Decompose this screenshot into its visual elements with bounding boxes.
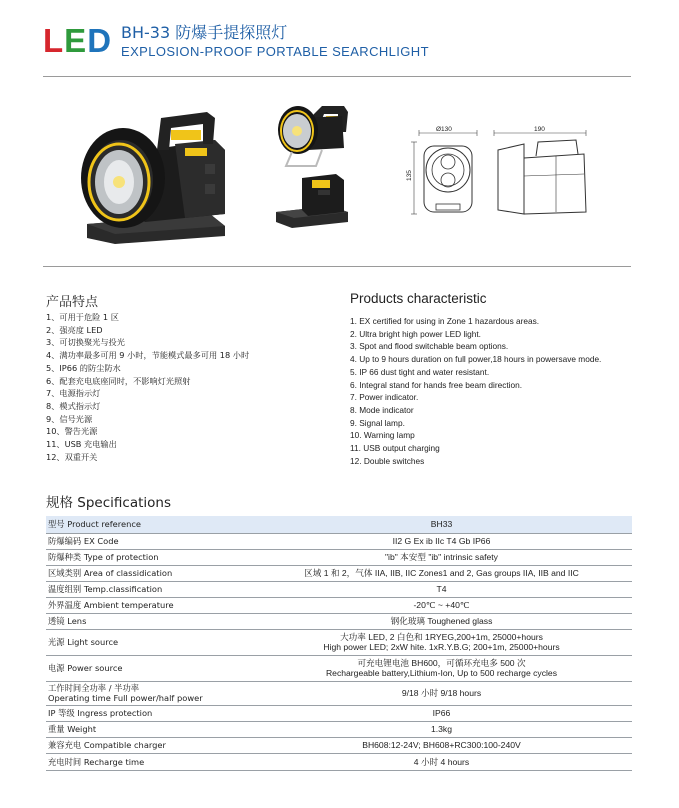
table-row xyxy=(46,613,632,629)
spec-value-line: Rechargeable battery,Lithium-Ion, Up to 500 recharge cycles xyxy=(325,668,558,678)
list-item: 10. Warning lamp xyxy=(350,430,415,441)
spec-value-line: 大功率 LED, 2 白色和 1RYEG,200+1m, 25000+hours xyxy=(340,632,543,642)
spec-label: 防爆种类 Type of protection xyxy=(46,549,249,565)
spec-label: 型号 Product reference xyxy=(46,516,249,533)
list-item: 10、警告光源 xyxy=(46,426,98,437)
list-item: 11. USB output charging xyxy=(350,443,440,454)
table-row xyxy=(46,705,632,721)
spec-label-line: 工作时间全功率 / 半功率 xyxy=(48,683,140,693)
product-title-en: EXPLOSION-PROOF PORTABLE SEARCHLIGHT xyxy=(121,44,429,59)
spec-value: -20℃ ~ +40℃ xyxy=(249,597,632,613)
specifications-table xyxy=(46,516,632,771)
features-list-cn xyxy=(46,311,249,463)
spec-label: 电源 Power source xyxy=(46,655,249,681)
table-row xyxy=(46,721,632,737)
list-item: 7. Power indicator. xyxy=(350,392,419,403)
spec-label: 重量 Weight xyxy=(46,721,249,737)
dim-height-label: 135 xyxy=(406,170,413,181)
table-row xyxy=(46,753,632,770)
spec-value: 9/18 小时 9/18 hours xyxy=(249,681,632,705)
list-item: 9、信号光源 xyxy=(46,413,93,424)
list-item: 6. Integral stand for hands free beam direction. xyxy=(350,379,523,390)
table-row xyxy=(46,549,632,565)
list-item: 4、满功率最多可用 9 小时，节能模式最多可用 18 小时 xyxy=(46,350,250,361)
spec-value xyxy=(249,629,632,655)
list-item: 11、USB 充电输出 xyxy=(46,439,117,450)
spec-value: 1.3kg xyxy=(249,721,632,737)
header-divider xyxy=(43,76,631,77)
searchlight-photo-stand xyxy=(272,102,352,170)
list-item: 1. EX certified for using in Zone 1 hazardous areas. xyxy=(350,316,540,326)
features-heading-cn: 产品特点 xyxy=(46,295,99,310)
searchlight-charger-photo xyxy=(272,172,352,230)
table-row xyxy=(46,597,632,613)
list-item: 6、配套充电底座同时，不影响灯光照射 xyxy=(46,375,191,386)
spec-value: BH33 xyxy=(249,516,632,533)
table-row xyxy=(46,681,632,705)
spec-value: IP66 xyxy=(249,705,632,721)
specifications-heading: 规格 Specifications xyxy=(46,495,172,511)
spec-label: IP 等级 Ingress protection xyxy=(46,705,249,721)
spec-value-line: High power LED; 2xW hite. 1xR.Y.B.G; 200+1m, 25000+hours xyxy=(323,642,560,652)
features-heading-en: Products characteristic xyxy=(350,291,487,306)
list-item: 8、模式指示灯 xyxy=(46,400,101,411)
spec-label: 透镜 Lens xyxy=(46,613,249,629)
product-title-cn: BH-33 防爆手提探照灯 xyxy=(121,23,288,42)
list-item: 4. Up to 9 hours duration on full power,18 hours in powersave mode. xyxy=(350,354,602,365)
spec-value xyxy=(249,655,632,681)
spec-label: 外界温度 Ambient temperature xyxy=(46,597,249,613)
spec-value: "ib" 本安型 "ib" intrinsic safety xyxy=(249,549,632,565)
led-logo xyxy=(43,24,111,58)
spec-value: 钢化玻璃 Toughened glass xyxy=(249,613,632,629)
spec-label: 光源 Light source xyxy=(46,629,249,655)
list-item: 2、强亮度 LED xyxy=(46,324,103,335)
section-divider xyxy=(43,266,631,267)
searchlight-photo-front xyxy=(75,104,237,250)
table-row xyxy=(46,737,632,753)
spec-value: 区域 1 和 2，气体 IIA, IIB, IIC Zones1 and 2, Gas groups IIA, IIB and IIC xyxy=(249,565,632,581)
spec-label: 防爆编码 EX Code xyxy=(46,533,249,549)
list-item: 5. IP 66 dust tight and water resistant. xyxy=(350,366,490,377)
logo-letter-e: E xyxy=(64,22,87,59)
list-item: 8. Mode indicator xyxy=(350,404,414,415)
spec-value: BH608:12-24V; BH608+RC300:100-240V xyxy=(249,737,632,753)
list-item: 2. Ultra bright high power LED light. xyxy=(350,328,481,339)
table-row xyxy=(46,629,632,655)
dim-length-label: 190 xyxy=(534,126,545,133)
features-list-en xyxy=(350,315,601,467)
dimension-drawing xyxy=(406,122,596,222)
spec-label-line: Operating time Full power/half power xyxy=(48,693,203,703)
spec-value: II2 G Ex ib IIc T4 Gb IP66 xyxy=(249,533,632,549)
list-item: 1、可用于危险 1 区 xyxy=(46,312,119,322)
spec-label: 温度组别 Temp.classification xyxy=(46,581,249,597)
list-item: 12、双重开关 xyxy=(46,451,98,462)
spec-value-line: 可充电锂电池 BH600，可循环充电多 500 次 xyxy=(357,658,526,668)
table-row xyxy=(46,516,632,533)
list-item: 5、IP66 的防尘防水 xyxy=(46,362,121,373)
list-item: 9. Signal lamp. xyxy=(350,417,405,428)
dim-diameter-label: Ø130 xyxy=(436,126,452,133)
table-row xyxy=(46,533,632,549)
table-row xyxy=(46,565,632,581)
spec-label xyxy=(46,681,249,705)
list-item: 7、电源指示灯 xyxy=(46,388,101,399)
logo-letter-l: L xyxy=(43,22,64,59)
spec-label: 充电时间 Recharge time xyxy=(46,753,249,770)
spec-value: T4 xyxy=(249,581,632,597)
logo-letter-d: D xyxy=(87,22,112,59)
table-row xyxy=(46,655,632,681)
spec-label: 兼容充电 Compatible charger xyxy=(46,737,249,753)
list-item: 3、可切换聚光与投光 xyxy=(46,337,125,348)
list-item: 3. Spot and flood switchable beam options. xyxy=(350,341,509,352)
spec-label: 区域类别 Area of classidication xyxy=(46,565,249,581)
list-item: 12. Double switches xyxy=(350,455,425,466)
spec-value: 4 小时 4 hours xyxy=(249,753,632,770)
table-row xyxy=(46,581,632,597)
